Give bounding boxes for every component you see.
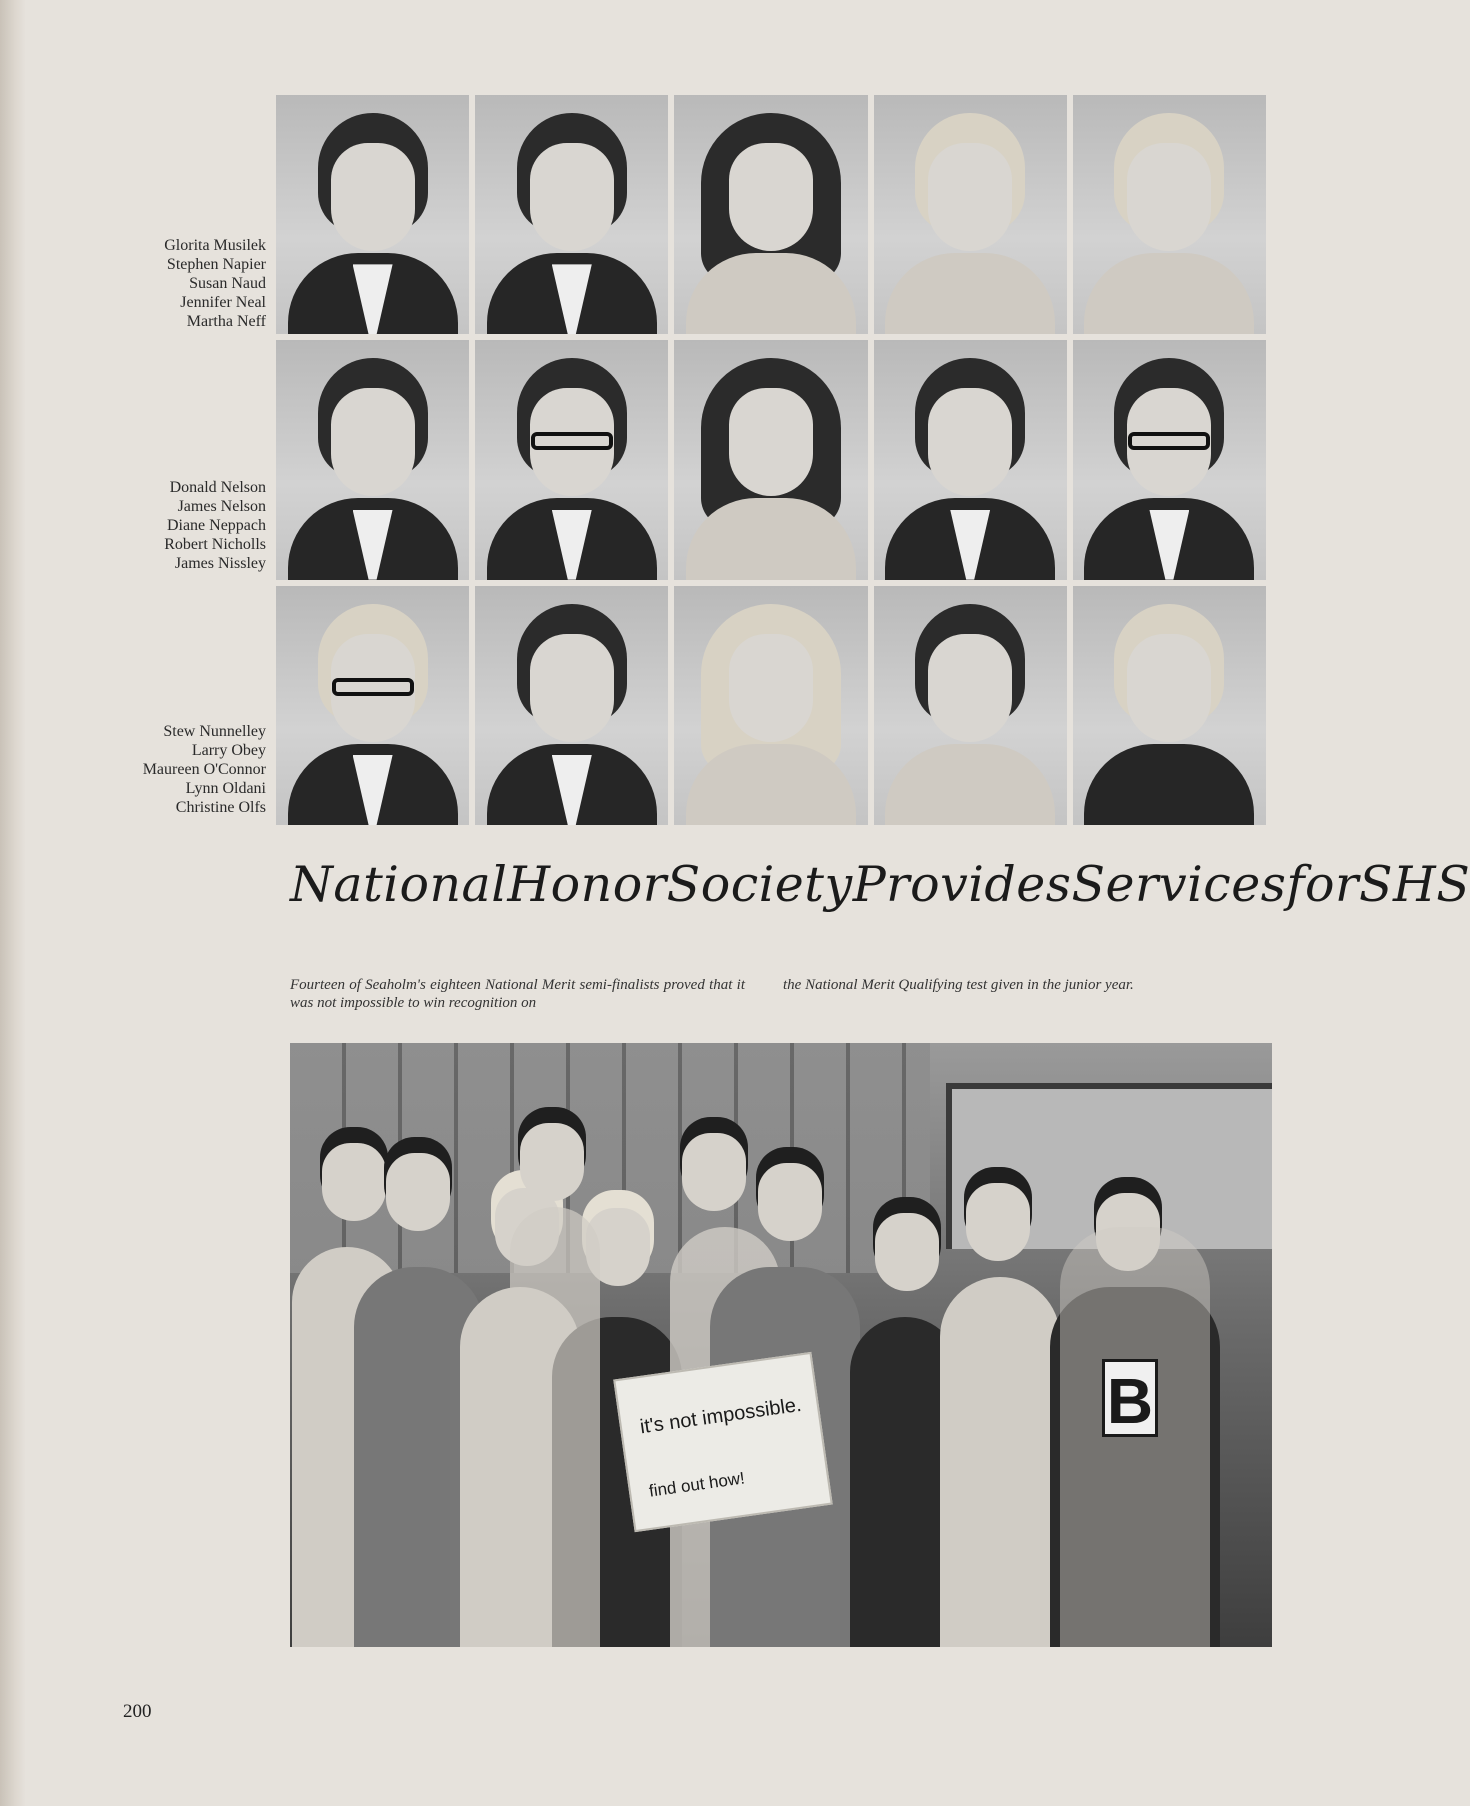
sweater-letter: B bbox=[1102, 1359, 1158, 1437]
student-portrait bbox=[1073, 586, 1266, 825]
name-list-row-1 bbox=[76, 236, 266, 331]
sign-text-line2: find out how! bbox=[647, 1468, 746, 1501]
student-portrait bbox=[475, 340, 668, 579]
headline-word: Society bbox=[666, 856, 853, 913]
student-name: Stew Nunnelley bbox=[163, 723, 266, 740]
student-head bbox=[875, 1213, 939, 1291]
student-portrait bbox=[1073, 95, 1266, 334]
student-name: Donald Nelson bbox=[169, 479, 266, 496]
name-list-row-2 bbox=[76, 478, 266, 573]
student-portrait bbox=[674, 586, 867, 825]
page-binding-shadow bbox=[0, 0, 26, 1806]
student-portrait bbox=[874, 340, 1067, 579]
student-name: Robert Nicholls bbox=[164, 536, 266, 553]
student-portrait bbox=[1073, 340, 1266, 579]
student-name: Glorita Musilek bbox=[164, 237, 266, 254]
student-name: James Nissley bbox=[174, 555, 266, 572]
headline-word: for bbox=[1286, 856, 1359, 913]
student-name: Lynn Oldani bbox=[185, 780, 266, 797]
portrait-grid bbox=[276, 95, 1266, 825]
student-portrait bbox=[674, 340, 867, 579]
sign-text-line1: it's not impossible. bbox=[638, 1393, 803, 1439]
caption-left: Fourteen of Seaholm's eighteen National Merit semi-finalists proved that it was not impossible to win recognition on bbox=[290, 977, 745, 1011]
student-portrait bbox=[276, 95, 469, 334]
student-portrait bbox=[874, 95, 1067, 334]
student-figure bbox=[510, 1207, 600, 1647]
student-name: Martha Neff bbox=[186, 313, 266, 330]
student-head bbox=[520, 1123, 584, 1201]
student-portrait bbox=[475, 586, 668, 825]
page-number: 200 bbox=[123, 1701, 152, 1722]
student-portrait bbox=[475, 95, 668, 334]
student-head bbox=[322, 1143, 386, 1221]
student-name: Stephen Napier bbox=[166, 256, 266, 273]
student-name: Susan Naud bbox=[189, 275, 266, 292]
student-head bbox=[682, 1133, 746, 1211]
student-portrait bbox=[874, 586, 1067, 825]
caption-right: the National Merit Qualifying test given in the junior year. bbox=[783, 977, 1134, 993]
group-photo bbox=[290, 1043, 1272, 1647]
student-name: Jennifer Neal bbox=[180, 294, 266, 311]
headline-word: Services bbox=[1071, 856, 1287, 913]
student-name: James Nelson bbox=[177, 498, 266, 515]
student-name: Diane Neppach bbox=[166, 517, 266, 534]
student-portrait bbox=[276, 586, 469, 825]
student-name: Larry Obey bbox=[191, 742, 266, 759]
headline-word: Provides bbox=[852, 856, 1072, 913]
student-name: Christine Olfs bbox=[175, 799, 266, 816]
headline-word: Honor bbox=[507, 856, 667, 913]
student-figure bbox=[940, 1277, 1060, 1647]
headline-word: SHS bbox=[1358, 856, 1470, 913]
section-headline bbox=[290, 856, 1470, 913]
student-portrait bbox=[674, 95, 867, 334]
student-portrait bbox=[276, 340, 469, 579]
name-list-row-3 bbox=[76, 722, 266, 817]
student-head bbox=[966, 1183, 1030, 1261]
headline-word: National bbox=[290, 856, 508, 913]
student-head bbox=[386, 1153, 450, 1231]
sign-board bbox=[613, 1352, 832, 1532]
student-name: Maureen O'Connor bbox=[142, 761, 266, 778]
student-head bbox=[758, 1163, 822, 1241]
